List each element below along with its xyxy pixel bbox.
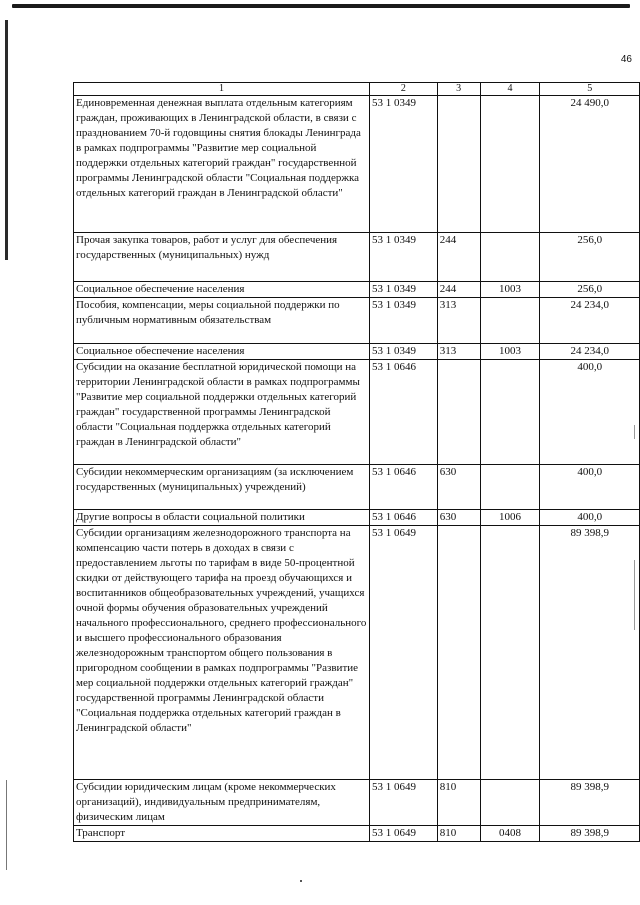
row-vr: 244 [437,282,480,298]
row-name: Субсидии организациям железнодорожного транспорта на компенсацию части потерь в доходах в связи с предоставлением льготы по тарифам в виде 50-процентной скидки от действующего тарифа на проезд обучающихся и воспитанников общеобразовательных учреждений, учащихся очной формы обучения образовательных учреждений начального профессионального, среднего профессионального и высшего профессионального образования железнодорожным транспортом общего пользования в пригородном сообщении в рамках подпрограммы "Развитие мер социальной поддержки отдельных категорий граждан" государственной программы Ленинградской области "Социальная поддержка отдельных категорий граждан в Ленинградской области" [74,526,370,780]
table-row [74,360,640,465]
table-row [74,344,640,360]
row-name: Субсидии некоммерческим организациям (за исключением государственных (муниципальных) учреждений) [74,465,370,510]
row-name: Социальное обеспечение населения [74,282,370,298]
row-amount: 89 398,9 [540,526,640,780]
row-rz [480,96,540,233]
row-code: 53 1 0349 [369,298,437,344]
header-col-2: 2 [369,83,437,96]
header-col-1: 1 [74,83,370,96]
scan-border-top [12,4,630,8]
table-row [74,826,640,842]
row-code: 53 1 0349 [369,344,437,360]
row-rz [480,465,540,510]
row-amount: 24 490,0 [540,96,640,233]
row-rz: 1003 [480,282,540,298]
row-code: 53 1 0649 [369,826,437,842]
row-code: 53 1 0349 [369,233,437,282]
header-col-3: 3 [437,83,480,96]
row-vr: 810 [437,826,480,842]
budget-table [73,82,640,842]
table-row [74,510,640,526]
row-name: Субсидии юридическим лицам (кроме некоммерческих организаций), индивидуальным предпринимателям, физическим лицам [74,780,370,826]
row-vr: 244 [437,233,480,282]
row-amount: 89 398,9 [540,780,640,826]
row-rz: 1003 [480,344,540,360]
row-amount: 400,0 [540,465,640,510]
row-rz [480,360,540,465]
row-vr [437,96,480,233]
row-vr: 313 [437,344,480,360]
scan-dot [300,880,302,882]
row-name: Транспорт [74,826,370,842]
row-name: Субсидии на оказание бесплатной юридической помощи на территории Ленинградской области в рамках подпрограммы "Развитие мер социальной поддержки отдельных категорий граждан" государственной программы Ленинградской области "Социальная поддержка отдельных категорий граждан в Ленинградской области" [74,360,370,465]
row-rz [480,298,540,344]
row-code: 53 1 0349 [369,96,437,233]
row-vr [437,360,480,465]
row-amount: 24 234,0 [540,344,640,360]
row-name: Единовременная денежная выплата отдельным категориям граждан, проживающих в Ленинградской области, в связи с празднованием 70-й годовщины снятия блокады Ленинграда в рамках подпрограммы "Развитие мер социальной поддержки отдельных категорий граждан" государственной программы Ленинградской области "Социальная поддержка отдельных категорий граждан в Ленинградской области" [74,96,370,233]
row-code: 53 1 0649 [369,526,437,780]
row-code: 53 1 0349 [369,282,437,298]
row-code: 53 1 0649 [369,780,437,826]
row-rz [480,780,540,826]
row-rz: 0408 [480,826,540,842]
scan-border-left-lower [6,780,7,870]
row-vr: 313 [437,298,480,344]
row-code: 53 1 0646 [369,360,437,465]
row-vr: 630 [437,465,480,510]
row-amount: 24 234,0 [540,298,640,344]
row-name: Социальное обеспечение населения [74,344,370,360]
row-name: Пособия, компенсации, меры социальной поддержки по публичным нормативным обязательствам [74,298,370,344]
row-amount: 89 398,9 [540,826,640,842]
row-code: 53 1 0646 [369,510,437,526]
header-col-4: 4 [480,83,540,96]
scan-border-left [5,20,8,260]
row-name: Другие вопросы в области социальной политики [74,510,370,526]
table-header-row [74,83,640,96]
row-amount: 256,0 [540,233,640,282]
row-vr: 630 [437,510,480,526]
table-row [74,780,640,826]
row-rz [480,233,540,282]
row-rz: 1006 [480,510,540,526]
row-vr: 810 [437,780,480,826]
page-number: 46 [620,54,632,65]
table-row [74,233,640,282]
header-col-5: 5 [540,83,640,96]
table-row [74,96,640,233]
row-amount: 400,0 [540,360,640,465]
row-amount: 256,0 [540,282,640,298]
row-rz [480,526,540,780]
row-name: Прочая закупка товаров, работ и услуг для обеспечения государственных (муниципальных) нужд [74,233,370,282]
row-amount: 400,0 [540,510,640,526]
table-row [74,526,640,780]
table-row [74,465,640,510]
table-row [74,282,640,298]
row-vr [437,526,480,780]
table-row [74,298,640,344]
row-code: 53 1 0646 [369,465,437,510]
